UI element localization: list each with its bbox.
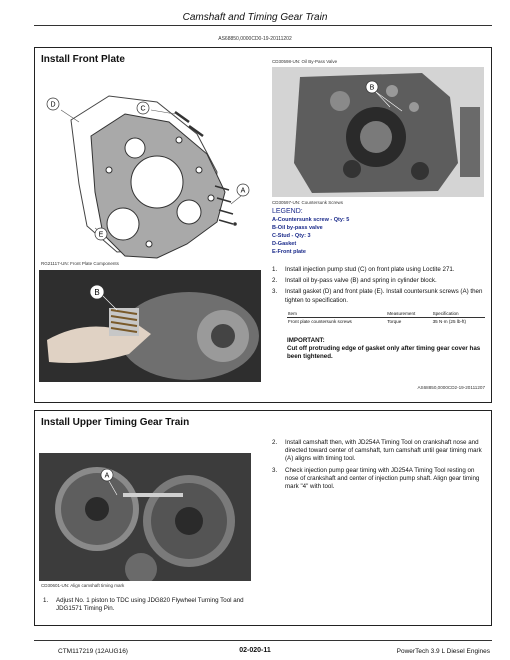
callout-a: A bbox=[240, 187, 246, 195]
callout-a-timing: A bbox=[104, 472, 110, 480]
oil-bypass-figure-caption: CD30598-UN: Oil By-Pass Valve bbox=[272, 59, 338, 64]
section-install-upper-timing-gear-train bbox=[34, 410, 492, 626]
legend-item: C-Stud - Qty: 3 bbox=[272, 233, 311, 239]
footer-document-id: CTM117219 (12AUG16) bbox=[58, 648, 128, 655]
callout-c: C bbox=[140, 105, 146, 113]
legend-item: E-Front plate bbox=[272, 249, 306, 255]
section-reference: AS68850,0000CD2-19-20111207 bbox=[417, 385, 485, 390]
document-reference: AS68850,0000CD0-19-20111202 bbox=[218, 36, 292, 42]
legend bbox=[272, 216, 349, 256]
legend-item: A-Countersunk screw - Qty: 5 bbox=[272, 217, 350, 223]
timing-figure-caption: CD30601-UN: Align camshaft timing mark bbox=[41, 583, 125, 588]
timing-steps-right bbox=[272, 439, 486, 494]
important-title: IMPORTANT: bbox=[287, 337, 325, 344]
timing-steps-left bbox=[43, 597, 263, 616]
footer-rule bbox=[34, 640, 492, 641]
footer-manual-title: PowerTech 3.9 L Diesel Engines bbox=[396, 648, 490, 655]
step-item: 1. Adjust No. 1 piston to TDC using JDG820 Flywheel Turning Tool and JDG1571 Timing Pin. bbox=[43, 597, 244, 613]
front-plate-figure-caption: RG21117-UN: Front Plate Components bbox=[41, 261, 119, 266]
camshaft-timing-photo bbox=[39, 453, 251, 581]
table-header: Item bbox=[287, 310, 386, 318]
countersunk-figure-caption: CD30597-UN: Countersunk Screws bbox=[272, 200, 344, 205]
legend-item: B-Oil by-pass valve bbox=[272, 225, 323, 231]
front-plate-steps bbox=[272, 266, 486, 308]
table-header: Measurement bbox=[386, 310, 431, 318]
legend-item: D-Gasket bbox=[272, 241, 297, 247]
callout-d: D bbox=[50, 101, 56, 109]
section-heading: Install Upper Timing Gear Train bbox=[41, 417, 190, 428]
step-item: 2. Install oil by-pass valve (B) and spring in cylinder block. bbox=[272, 277, 437, 285]
callout-e: E bbox=[98, 231, 104, 239]
callout-b: B bbox=[94, 288, 100, 297]
step-item: 3. Check injection pump gear timing with JD254A Timing Tool resting on nose of crankshaft and center of injection pump shaft. Align gear timing mark "4" with tool. bbox=[272, 466, 480, 491]
specification-table bbox=[287, 310, 485, 325]
step-item: 2. Install camshaft then, with JD254A Timing Tool on crankshaft nose and directed toward center of camshaft, turn camshaft until gear timing mark (A) aligns with timing tool. bbox=[272, 439, 482, 463]
footer-page-number: 02-020-11 bbox=[239, 647, 271, 654]
table-header: Specification bbox=[432, 310, 485, 318]
title-rule bbox=[34, 25, 492, 26]
oil-bypass-valve-photo bbox=[39, 270, 261, 382]
important-note bbox=[287, 337, 485, 361]
front-plate-components-drawing bbox=[39, 74, 261, 260]
step-item: 3. Install gasket (D) and front plate (E). Install countersunk screws (A) then tighten to specification. bbox=[272, 288, 483, 304]
step-item: 1. Install injection pump stud (C) on front plate using Loctite 271. bbox=[272, 266, 455, 273]
section-heading: Install Front Plate bbox=[41, 54, 125, 65]
page-title: Camshaft and Timing Gear Train bbox=[182, 12, 328, 23]
oil-bypass-location-photo bbox=[272, 67, 484, 197]
important-text: Cut off protruding edge of gasket only after timing gear cover has been tightened. bbox=[287, 345, 481, 360]
section-install-front-plate bbox=[34, 47, 492, 403]
table-row: Front plate countersunk screws Torque 35 N·m (25 lb-ft) bbox=[288, 319, 467, 324]
callout-b-photo: B bbox=[369, 84, 375, 92]
legend-title: LEGEND: bbox=[272, 208, 303, 215]
